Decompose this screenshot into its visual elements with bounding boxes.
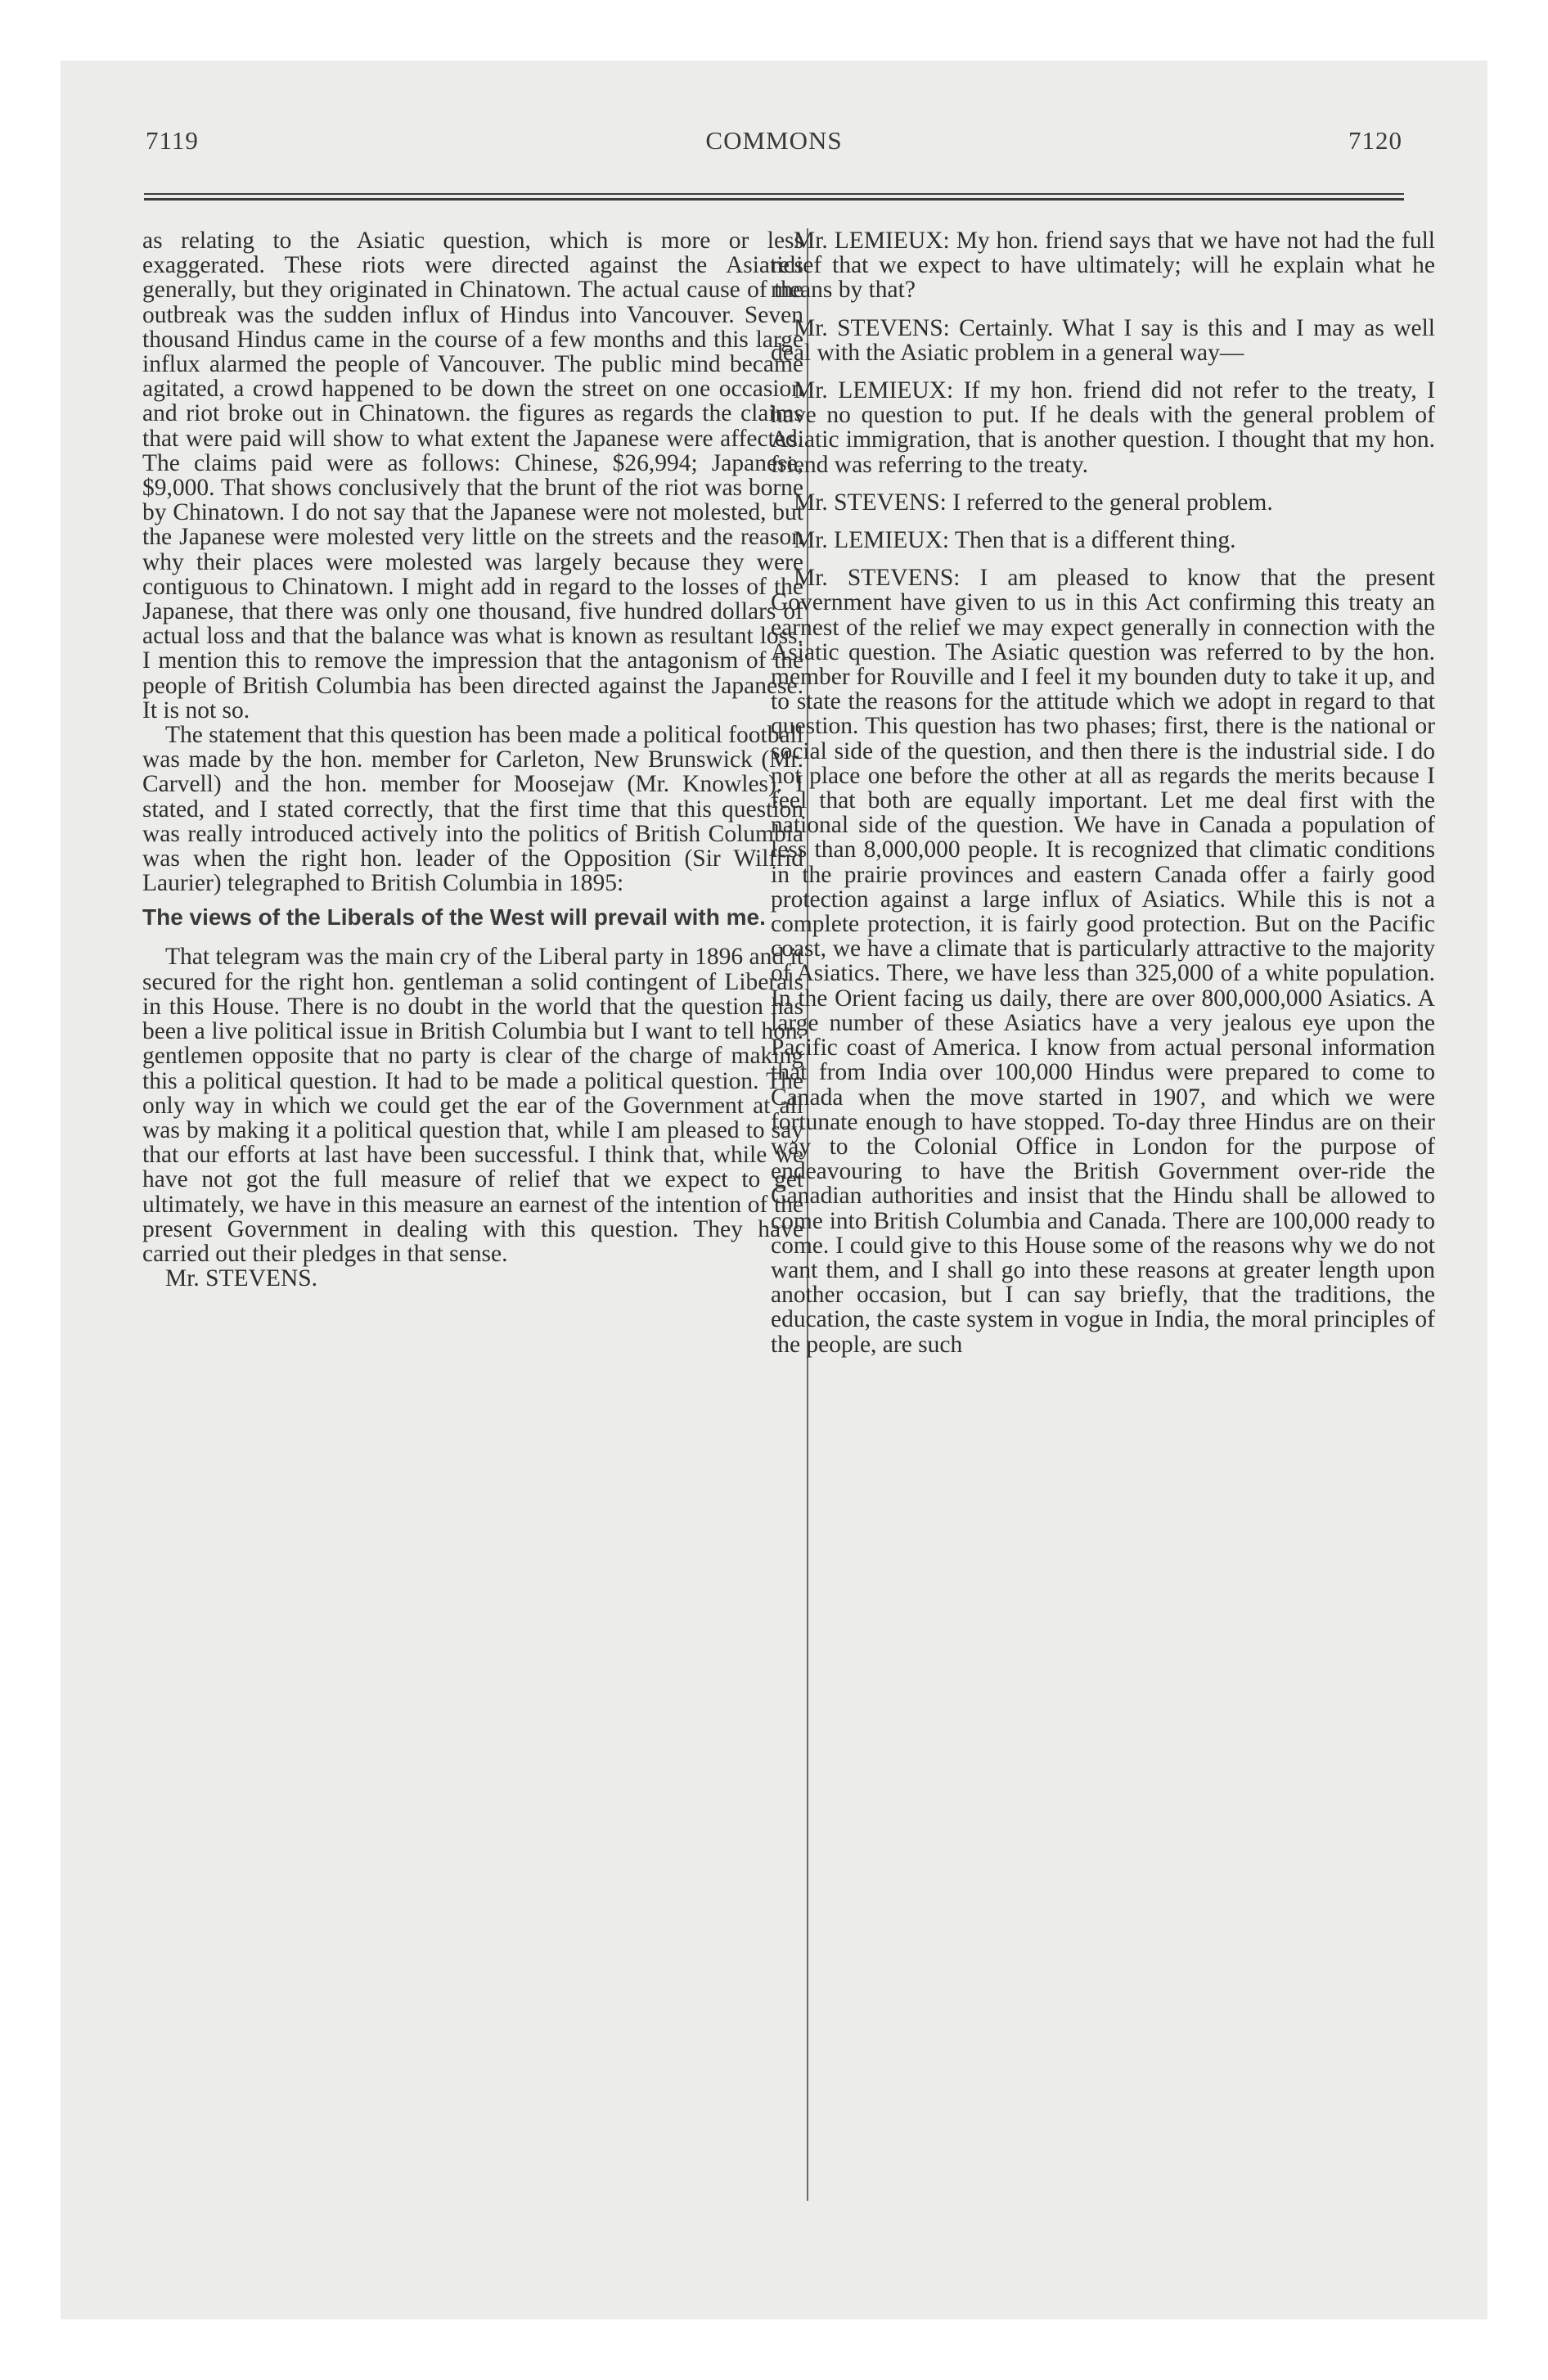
left-column xyxy=(142,228,803,1291)
paragraph: That telegram was the main cry of the Liberal party in 1896 and it secured for the right hon. gentleman a solid contingent of Liberals in this House. There is no doubt in the world that the question has been a live political issue in British Columbia but I want to tell hon. gentlemen opposite that no party is clear of the charge of making this a political question. It had to be made a political question. The only way in which we could get the ear of the Government at all was by making it a political question that, while I am pleased to say that our efforts at last have been successful. I think that, while we have not got the full measure of relief that we expect to get ultimately, we have in this measure an earnest of the intention of the present Government in dealing with this question. They have carried out their pledges in that sense. xyxy=(142,944,803,1267)
running-title: COMMONS xyxy=(705,126,843,155)
quoted-telegram: The views of the Liberals of the West will prevail with me. xyxy=(142,904,766,931)
header-rule-thick xyxy=(144,198,1404,201)
paragraph: Mr. LEMIEUX: Then that is a different thing. xyxy=(794,527,1236,554)
page-number-left: 7119 xyxy=(146,126,199,155)
scanned-page xyxy=(61,61,1487,2319)
paragraph: The statement that this question has been made a political football was made by the hon. member for Carleton, New Brunswick (Mr. Carvell) and the hon. member for Moosejaw (Mr. Knowles). I stated, and I stated correctly, that the first time that this question was really introduced actively into the politics of British Columbia was when the right hon. leader of the Opposition (Sir Wilfrid Laurier) telegraphed to British Columbia in 1895: xyxy=(142,722,803,897)
right-column xyxy=(771,228,1435,1357)
page-header xyxy=(61,126,1487,167)
paragraph: Mr. LEMIEUX: My hon. friend says that we have not had the full relief that we expect to have ultimately; will he explain what he means by that? xyxy=(771,228,1435,304)
speaker-footer: Mr. STEVENS. xyxy=(165,1265,318,1292)
paragraph: Mr. STEVENS: I referred to the general problem. xyxy=(794,489,1273,516)
paragraph: Mr. LEMIEUX: If my hon. friend did not refer to the treaty, I have no question to put. If he deals with the general problem of Asiatic immigration, that is another question. I thought that my hon. friend was referring to the treaty. xyxy=(771,377,1435,478)
paragraph: as relating to the Asiatic question, which is more or less exaggerated. These riots were directed against the Asiatics generally, but they originated in Chinatown. The actual cause of the outbreak was the sudden influx of Hindus into Vancouver. Seven thousand Hindus came in the course of a few months and this large influx alarmed the people of Vancouver. The public mind became agitated, a crowd happened to be down the street on one occasion and riot broke out in Chinatown. the figures as regards the claims that were paid will show to what extent the Japanese were affected. The claims paid were as follows: Chinese, $26,994; Japanese, $9,000. That shows conclusively that the brunt of the riot was borne by Chinatown. I do not say that the Japanese were not molested, but the Japanese were molested very little on the streets and the reason why their places were molested was largely because they were contiguous to Chinatown. I might add in regard to the losses of the Japanese, that there was only one thousand, five hundred dollars of actual loss and that the balance was what is known as resultant loss. I mention this to remove the impression that the antagonism of the people of British Columbia has been directed against the Japanese. It is not so. xyxy=(142,228,803,723)
paragraph: Mr. STEVENS: Certainly. What I say is this and I may as well deal with the Asiatic problem in a general way— xyxy=(771,314,1435,366)
page-number-right: 7120 xyxy=(1348,126,1402,155)
header-rule-thin xyxy=(144,193,1404,195)
paragraph: Mr. STEVENS: I am pleased to know that the present Government have given to us in this Act confirming this treaty an earnest of the relief we may expect generally in connection with the Asiatic question. The Asiatic question was referred to by the hon. member for Rouville and I feel it my bounden duty to take it up, and to state the reasons for the attitude which we adopt in regard to that question. This question has two phases; first, there is the national or social side of the question, and then there is the industrial side. I do not place one before the other at all as regards the merits because I feel that both are equally important. Let me deal first with the national side of the question. We have in Canada a population of less than 8,000,000 people. It is recognized that climatic conditions in the prairie provinces and eastern Canada offer a fairly good protection against a large influx of Asiatics. While this is not a complete protection, it is fairly good protection. But on the Pacific coast, we have a climate that is particularly attractive to the majority of Asiatics. There, we have less than 325,000 of a white population. In the Orient facing us daily, there are over 800,000,000 Asiatics. A large number of these Asiatics have a very jealous eye upon the Pacific coast of America. I know from actual personal information that from India over 100,000 Hindus were prepared to come to Canada when the move started in 1907, and which we were fortunate enough to have stopped. To-day three Hindus are on their way to the Colonial Office in London for the purpose of endeavouring to have the British Government over-ride the Canadian authorities and insist that the Hindu shall be allowed to come into British Columbia and Canada. There are 100,000 ready to come. I could give to this House some of the reasons why we do not want them, and I shall go into these reasons at greater length upon another occasion, but I can say briefly, that the traditions, the education, the caste system in vogue in India, the moral principles of the people, are such xyxy=(771,565,1435,1358)
